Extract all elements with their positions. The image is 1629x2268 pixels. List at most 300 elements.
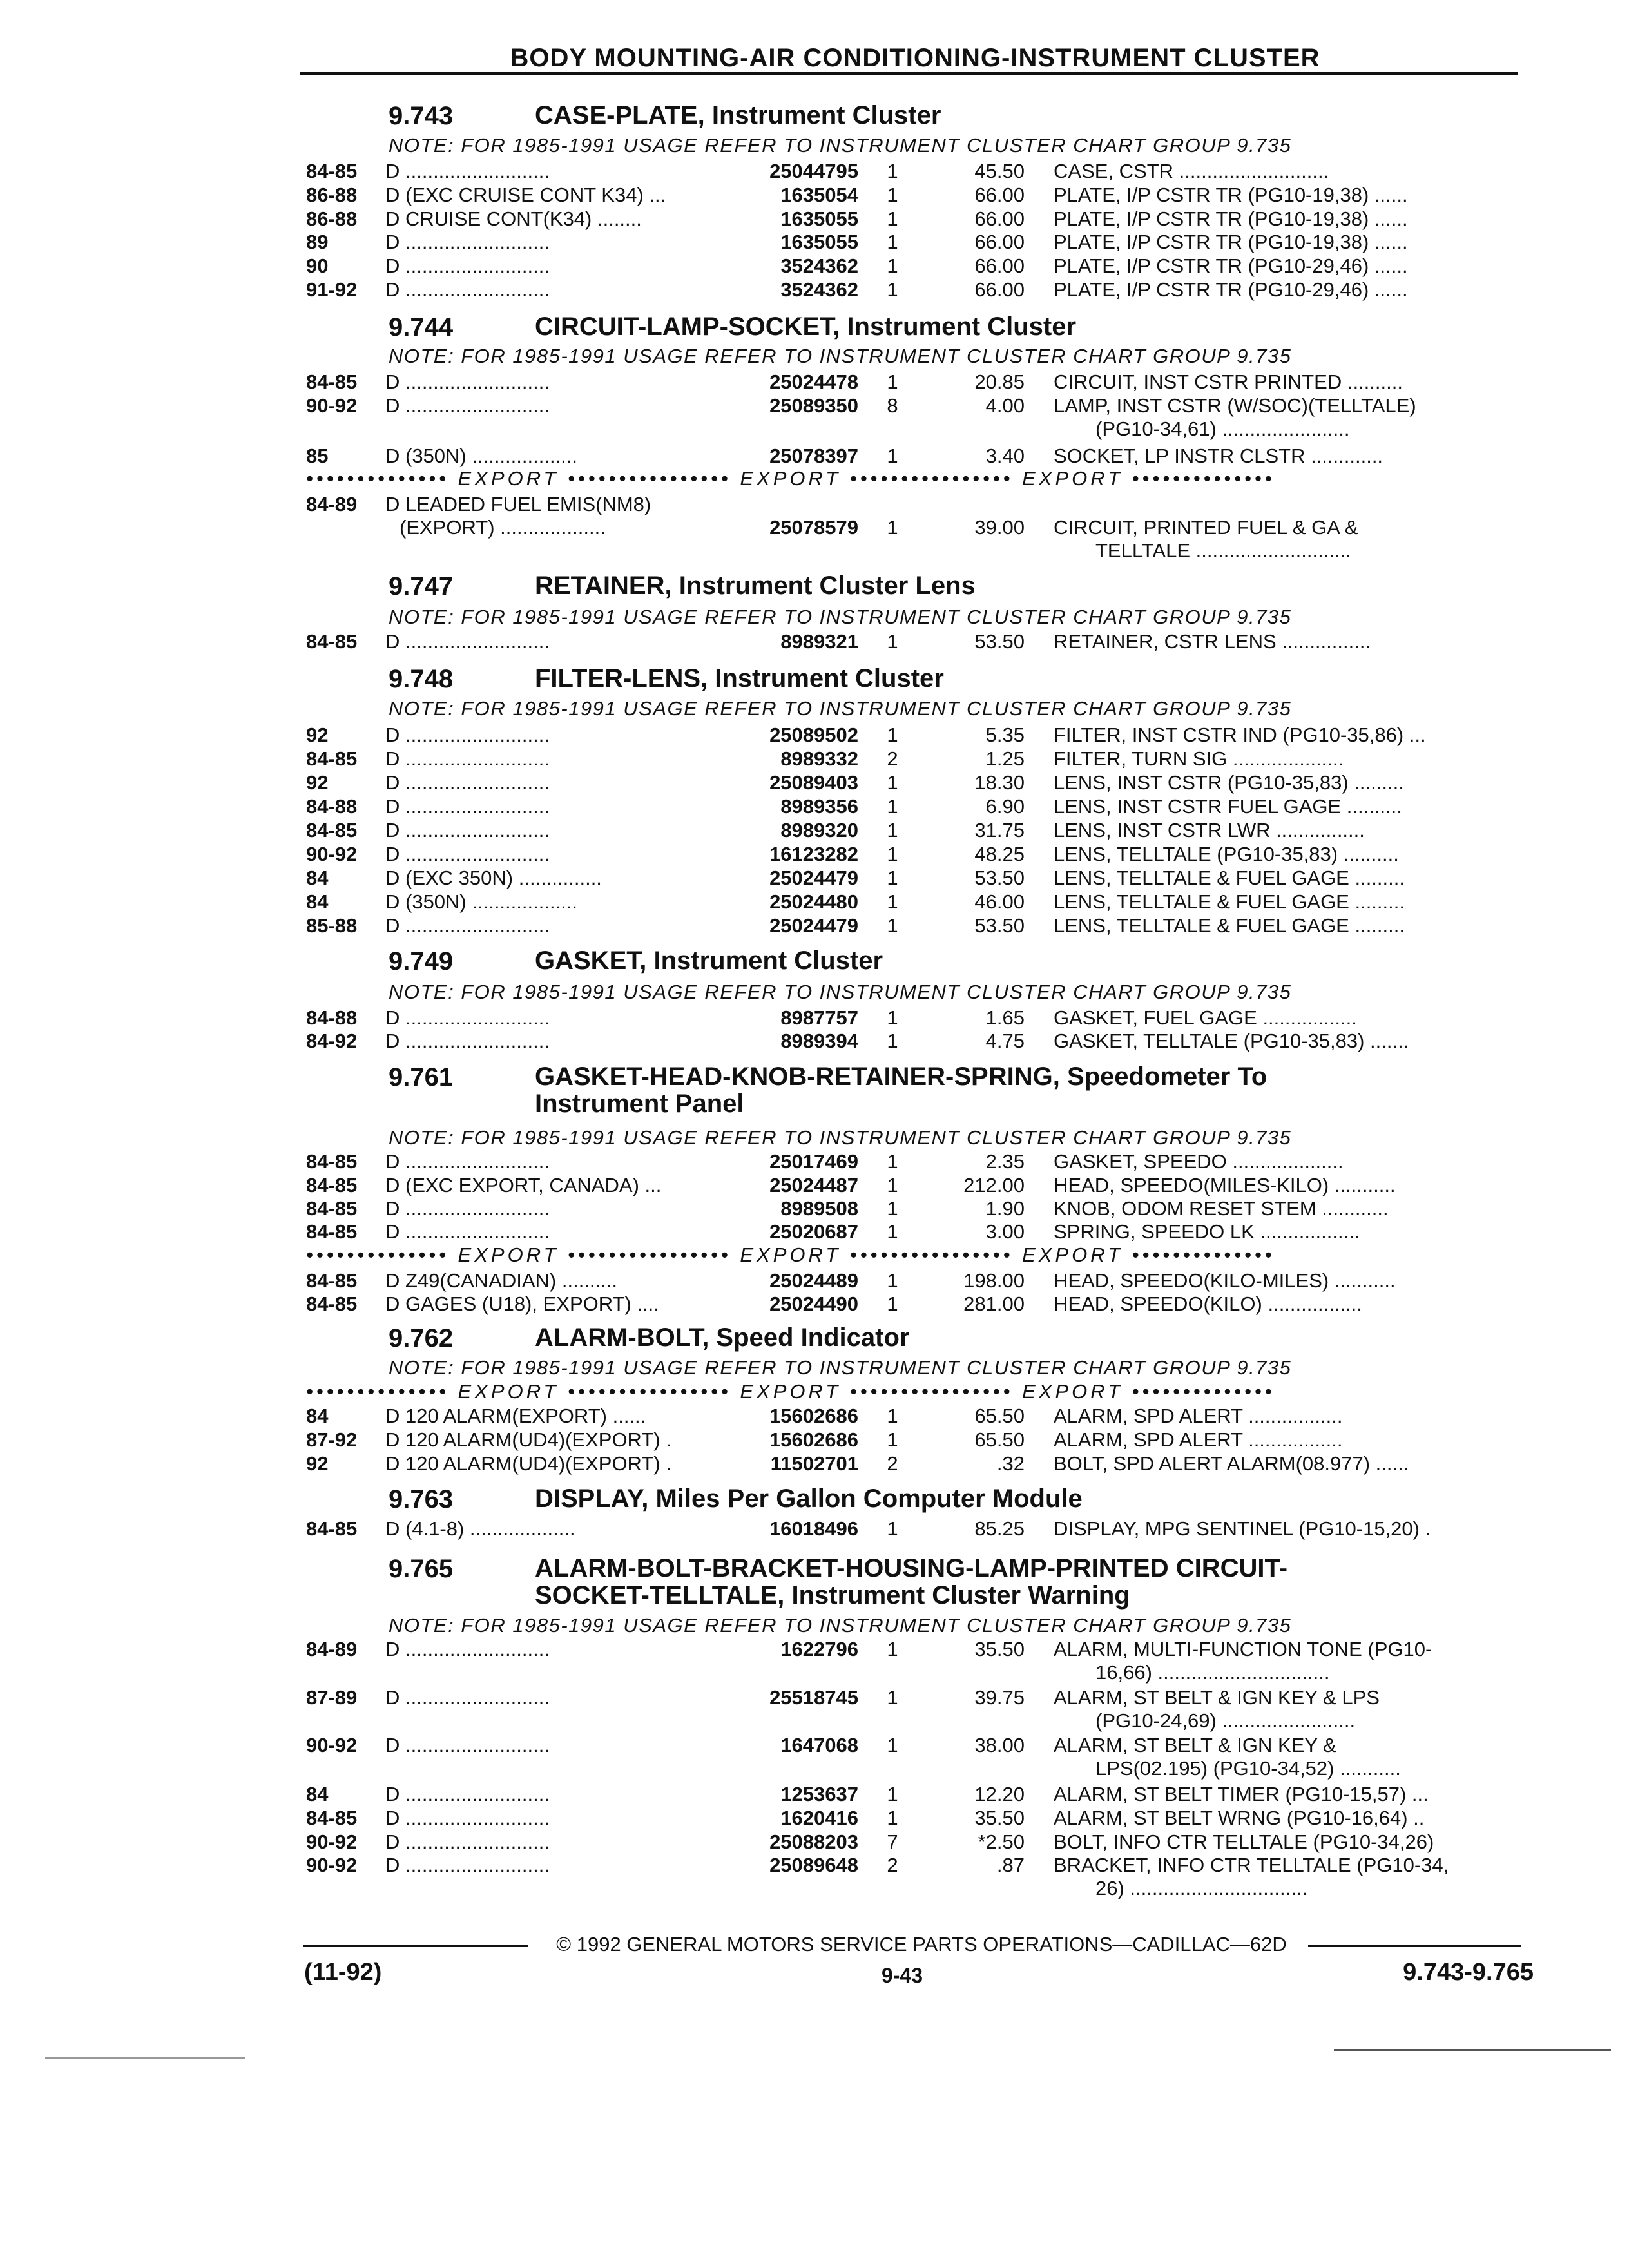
part-number: 8987757	[780, 1006, 858, 1029]
usage-note: NOTE: FOR 1985-1991 USAGE REFER TO INSTRUMENT CLUSTER CHART GROUP 9.735	[389, 134, 1292, 157]
part-number: 25518745	[769, 1686, 858, 1709]
parts-row	[0, 1220, 1629, 1244]
parts-row	[0, 207, 1629, 231]
price: 18.30	[974, 771, 1025, 794]
part-number: 25024490	[769, 1293, 858, 1315]
part-number: 1253637	[780, 1783, 858, 1805]
model-years: 87-92	[306, 1428, 358, 1451]
quantity: 1	[887, 1293, 898, 1315]
export-divider: •••••••••••••• EXPORT •••••••••••••••• EXPORT •••••••••••••••• EXPORT ••••••••••••••	[306, 467, 1275, 490]
usage-description: D ..........................	[385, 795, 550, 818]
part-name: BOLT, SPD ALERT ALARM(08.977) ......	[1054, 1452, 1409, 1475]
part-number: 8989320	[780, 819, 858, 841]
usage-description: D ..........................	[385, 160, 550, 182]
quantity: 1	[887, 1006, 898, 1029]
part-number: 1620416	[780, 1807, 858, 1829]
model-years: 90-92	[306, 394, 358, 417]
part-number: 15602686	[769, 1405, 858, 1427]
part-name: PLATE, I/P CSTR TR (PG10-19,38) ......	[1054, 231, 1408, 253]
part-number: 25088203	[769, 1831, 858, 1853]
price: 31.75	[974, 819, 1025, 841]
model-years: 92	[306, 1452, 329, 1475]
usage-description: D ..........................	[385, 724, 550, 746]
parts-row	[0, 1638, 1629, 1661]
part-name: CIRCUIT, PRINTED FUEL & GA &	[1054, 516, 1358, 539]
scan-artifact-line	[45, 2057, 245, 2059]
price: 65.50	[974, 1428, 1025, 1451]
part-name: LENS, INST CSTR FUEL GAGE ..........	[1054, 795, 1402, 818]
price: .87	[996, 1854, 1025, 1876]
part-number: 1635055	[780, 231, 858, 253]
part-name: GASKET, FUEL GAGE .................	[1054, 1006, 1357, 1029]
model-years: 84	[306, 890, 329, 913]
group-number: 9.765	[389, 1555, 454, 1583]
model-years: 84-85	[306, 1150, 358, 1173]
page-header-title: BODY MOUNTING-AIR CONDITIONING-INSTRUMENT CLUSTER	[510, 44, 1320, 72]
parts-row	[0, 819, 1629, 842]
part-number: 15602686	[769, 1428, 858, 1451]
usage-description: D ..........................	[385, 1030, 550, 1052]
price: 66.00	[974, 278, 1025, 301]
footer-rule-left	[303, 1945, 528, 1947]
part-name-continued: 16,66) ...............................	[1095, 1661, 1330, 1684]
model-years: 90-92	[306, 843, 358, 865]
part-name: ALARM, MULTI-FUNCTION TONE (PG10-	[1054, 1638, 1432, 1660]
part-name: SOCKET, LP INSTR CLSTR .............	[1054, 445, 1383, 467]
parts-row	[0, 184, 1629, 207]
usage-description: D 120 ALARM(EXPORT) ......	[385, 1405, 646, 1427]
model-years: 84-85	[306, 370, 358, 393]
part-number: 8989508	[780, 1197, 858, 1220]
quantity: 8	[887, 394, 898, 417]
price: 4.00	[985, 394, 1025, 417]
model-years: 85	[306, 445, 329, 467]
parts-row-continuation	[0, 418, 1629, 441]
parts-row	[0, 1174, 1629, 1197]
part-name: PLATE, I/P CSTR TR (PG10-29,46) ......	[1054, 278, 1408, 301]
part-name: ALARM, ST BELT & IGN KEY & LPS	[1054, 1686, 1380, 1709]
quantity: 1	[887, 255, 898, 277]
part-number: 1622796	[780, 1638, 858, 1660]
part-name: BOLT, INFO CTR TELLTALE (PG10-34,26)	[1054, 1831, 1434, 1853]
part-number: 1635054	[780, 184, 858, 206]
part-number: 3524362	[780, 255, 858, 277]
quantity: 1	[887, 516, 898, 539]
quantity: 1	[887, 1638, 898, 1660]
quantity: 1	[887, 630, 898, 653]
parts-row	[0, 1807, 1629, 1830]
group-title: ALARM-BOLT, Speed Indicator	[535, 1323, 910, 1352]
price: 48.25	[974, 843, 1025, 865]
group-number: 9.762	[389, 1324, 454, 1352]
price: 66.00	[974, 231, 1025, 253]
part-name: LENS, INST CSTR (PG10-35,83) .........	[1054, 771, 1404, 794]
group-number: 9.748	[389, 665, 454, 693]
group-number: 9.743	[389, 102, 454, 130]
usage-note: NOTE: FOR 1985-1991 USAGE REFER TO INSTRUMENT CLUSTER CHART GROUP 9.735	[389, 981, 1292, 1003]
parts-row	[0, 1783, 1629, 1806]
usage-description: D ..........................	[385, 771, 550, 794]
price: 1.25	[985, 747, 1025, 770]
model-years: 92	[306, 771, 329, 794]
model-years: 84-85	[306, 1269, 358, 1292]
footer-rule-right	[1308, 1945, 1521, 1947]
parts-row-continuation	[0, 1661, 1629, 1684]
quantity: 1	[887, 1783, 898, 1805]
model-years: 84	[306, 1783, 329, 1805]
model-years: 84-92	[306, 1030, 358, 1052]
part-number: 8989394	[780, 1030, 858, 1052]
model-years: 84-85	[306, 1197, 358, 1220]
price: 39.75	[974, 1686, 1025, 1709]
part-number: 16123282	[769, 843, 858, 865]
model-years: 84-88	[306, 795, 358, 818]
usage-description: D ..........................	[385, 1734, 550, 1756]
part-number: 25089648	[769, 1854, 858, 1876]
parts-row-continuation	[0, 1757, 1629, 1780]
price: 53.50	[974, 630, 1025, 653]
footer-group-range: 9.743-9.765	[1403, 1959, 1534, 1986]
price: 66.00	[974, 255, 1025, 277]
group-number: 9.749	[389, 947, 454, 975]
usage-description: D ..........................	[385, 394, 550, 417]
part-name: PLATE, I/P CSTR TR (PG10-29,46) ......	[1054, 255, 1408, 277]
usage-note: NOTE: FOR 1985-1991 USAGE REFER TO INSTRUMENT CLUSTER CHART GROUP 9.735	[389, 1356, 1292, 1379]
usage-description: D (EXC CRUISE CONT K34) ...	[385, 184, 666, 206]
parts-row	[0, 630, 1629, 653]
quantity: 1	[887, 1174, 898, 1196]
part-name: GASKET, TELLTALE (PG10-35,83) .......	[1054, 1030, 1409, 1052]
usage-description: D ..........................	[385, 630, 550, 653]
parts-row-continuation	[0, 1877, 1629, 1900]
model-years: 89	[306, 231, 329, 253]
quantity: 1	[887, 1269, 898, 1292]
quantity: 1	[887, 1197, 898, 1220]
usage-description: D ..........................	[385, 1220, 550, 1243]
footer-copyright: © 1992 GENERAL MOTORS SERVICE PARTS OPERATIONS—CADILLAC—62D	[556, 1933, 1287, 1956]
price: 281.00	[963, 1293, 1025, 1315]
parts-row	[0, 795, 1629, 818]
quantity: 1	[887, 1220, 898, 1243]
quantity: 1	[887, 843, 898, 865]
model-years: 90-92	[306, 1831, 358, 1853]
part-name: DISPLAY, MPG SENTINEL (PG10-15,20) .	[1054, 1517, 1431, 1540]
part-number: 25078579	[769, 516, 858, 539]
price: 3.40	[985, 445, 1025, 467]
quantity: 1	[887, 278, 898, 301]
parts-row	[0, 1517, 1629, 1541]
usage-description: D ..........................	[385, 1831, 550, 1853]
usage-description: D ..........................	[385, 747, 550, 770]
usage-description: D ..........................	[385, 819, 550, 841]
parts-row	[0, 1269, 1629, 1293]
price: 1.65	[985, 1006, 1025, 1029]
scan-artifact-line	[1334, 2049, 1611, 2051]
usage-note: NOTE: FOR 1985-1991 USAGE REFER TO INSTRUMENT CLUSTER CHART GROUP 9.735	[389, 1614, 1292, 1637]
export-divider: •••••••••••••• EXPORT •••••••••••••••• EXPORT •••••••••••••••• EXPORT ••••••••••••••	[306, 1244, 1275, 1266]
quantity: 1	[887, 867, 898, 889]
quantity: 1	[887, 184, 898, 206]
parts-row-continuation	[0, 1709, 1629, 1733]
part-name: GASKET, SPEEDO ....................	[1054, 1150, 1344, 1173]
quantity: 1	[887, 1807, 898, 1829]
part-name: LENS, TELLTALE & FUEL GAGE .........	[1054, 867, 1405, 889]
price: 3.00	[985, 1220, 1025, 1243]
price: 5.35	[985, 724, 1025, 746]
model-years: 90-92	[306, 1854, 358, 1876]
part-name: CASE, CSTR ...........................	[1054, 160, 1329, 182]
parts-row-continuation	[0, 516, 1629, 539]
part-number: 25024478	[769, 370, 858, 393]
model-years: 84-85	[306, 819, 358, 841]
quantity: 1	[887, 370, 898, 393]
part-number: 1635055	[780, 207, 858, 230]
quantity: 1	[887, 445, 898, 467]
quantity: 1	[887, 795, 898, 818]
price: 66.00	[974, 184, 1025, 206]
model-years: 86-88	[306, 184, 358, 206]
quantity: 2	[887, 1452, 898, 1475]
usage-description: D 120 ALARM(UD4)(EXPORT) .	[385, 1428, 671, 1451]
quantity: 1	[887, 160, 898, 182]
quantity: 1	[887, 771, 898, 794]
price: 35.50	[974, 1807, 1025, 1829]
group-number: 9.761	[389, 1063, 454, 1091]
parts-row	[0, 1686, 1629, 1709]
usage-description: D ..........................	[385, 278, 550, 301]
quantity: 1	[887, 1686, 898, 1709]
part-name-continued: (PG10-24,69) ........................	[1095, 1709, 1356, 1732]
model-years: 84-89	[306, 493, 358, 515]
quantity: 1	[887, 207, 898, 230]
usage-description: D (EXC EXPORT, CANADA) ...	[385, 1174, 662, 1196]
part-name-continued: (PG10-34,61) .......................	[1095, 418, 1350, 440]
quantity: 1	[887, 819, 898, 841]
group-title: RETAINER, Instrument Cluster Lens	[535, 572, 976, 600]
usage-description: D ..........................	[385, 1638, 550, 1660]
price: 53.50	[974, 867, 1025, 889]
usage-description: D (4.1-8) ...................	[385, 1517, 575, 1540]
parts-row	[0, 1428, 1629, 1452]
price: 39.00	[974, 516, 1025, 539]
usage-note: NOTE: FOR 1985-1991 USAGE REFER TO INSTRUMENT CLUSTER CHART GROUP 9.735	[389, 697, 1292, 720]
parts-row	[0, 771, 1629, 794]
quantity: 1	[887, 914, 898, 937]
model-years: 87-89	[306, 1686, 358, 1709]
parts-row	[0, 890, 1629, 914]
group-number: 9.744	[389, 313, 454, 341]
price: 4.75	[985, 1030, 1025, 1052]
part-name: HEAD, SPEEDO(MILES-KILO) ...........	[1054, 1174, 1396, 1196]
price: 20.85	[974, 370, 1025, 393]
quantity: 2	[887, 747, 898, 770]
model-years: 84-85	[306, 1220, 358, 1243]
model-years: 84-85	[306, 1807, 358, 1829]
part-name: FILTER, TURN SIG ....................	[1054, 747, 1344, 770]
price: .32	[996, 1452, 1025, 1475]
usage-note: NOTE: FOR 1985-1991 USAGE REFER TO INSTRUMENT CLUSTER CHART GROUP 9.735	[389, 606, 1292, 628]
group-number: 9.747	[389, 572, 454, 601]
parts-row	[0, 1854, 1629, 1877]
parts-row	[0, 493, 1629, 516]
quantity: 1	[887, 1405, 898, 1427]
parts-row	[0, 1293, 1629, 1316]
part-name: SPRING, SPEEDO LK ..................	[1054, 1220, 1360, 1243]
quantity: 2	[887, 1854, 898, 1876]
parts-row	[0, 231, 1629, 254]
group-title: GASKET, Instrument Cluster	[535, 947, 883, 975]
usage-description: D ..........................	[385, 1686, 550, 1709]
part-name: ALARM, SPD ALERT .................	[1054, 1428, 1343, 1451]
part-number: 1647068	[780, 1734, 858, 1756]
parts-row	[0, 843, 1629, 866]
usage-note: NOTE: FOR 1985-1991 USAGE REFER TO INSTRUMENT CLUSTER CHART GROUP 9.735	[389, 345, 1292, 367]
part-number: 8989321	[780, 630, 858, 653]
part-name: LENS, TELLTALE (PG10-35,83) ..........	[1054, 843, 1399, 865]
model-years: 84-85	[306, 630, 358, 653]
part-name-continued: LPS(02.195) (PG10-34,52) ...........	[1095, 1757, 1401, 1780]
part-name: LENS, TELLTALE & FUEL GAGE .........	[1054, 914, 1405, 937]
group-title: ALARM-BOLT-BRACKET-HOUSING-LAMP-PRINTED CIRCUIT- SOCKET-TELLTALE, Instrument Cluster Warning	[535, 1554, 1288, 1610]
part-number: 25089350	[769, 394, 858, 417]
part-name: PLATE, I/P CSTR TR (PG10-19,38) ......	[1054, 207, 1408, 230]
part-name: LAMP, INST CSTR (W/SOC)(TELLTALE)	[1054, 394, 1416, 417]
quantity: 1	[887, 724, 898, 746]
part-name: ALARM, ST BELT & IGN KEY &	[1054, 1734, 1336, 1756]
parts-row	[0, 370, 1629, 394]
usage-description: D ..........................	[385, 231, 550, 253]
part-name: LENS, INST CSTR LWR ................	[1054, 819, 1365, 841]
quantity: 1	[887, 1734, 898, 1756]
price: 46.00	[974, 890, 1025, 913]
footer-revision-date: (11-92)	[304, 1959, 382, 1986]
quantity: 1	[887, 1030, 898, 1052]
quantity: 1	[887, 1428, 898, 1451]
part-number: 25024489	[769, 1269, 858, 1292]
usage-description: D ..........................	[385, 1807, 550, 1829]
part-number: 25024487	[769, 1174, 858, 1196]
usage-description: D ..........................	[385, 370, 550, 393]
parts-row	[0, 747, 1629, 771]
model-years: 84-85	[306, 1293, 358, 1315]
price: 2.35	[985, 1150, 1025, 1173]
part-name: ALARM, ST BELT WRNG (PG10-16,64) ..	[1054, 1807, 1425, 1829]
usage-description: D GAGES (U18), EXPORT) ....	[385, 1293, 659, 1315]
part-number: 25020687	[769, 1220, 858, 1243]
usage-description: D (EXC 350N) ...............	[385, 867, 602, 889]
quantity: 1	[887, 1150, 898, 1173]
part-number: 25024480	[769, 890, 858, 913]
model-years: 84-85	[306, 1517, 358, 1540]
quantity: 1	[887, 231, 898, 253]
part-name-continued: TELLTALE ............................	[1095, 539, 1351, 562]
part-name: ALARM, ST BELT TIMER (PG10-15,57) ...	[1054, 1783, 1429, 1805]
group-number: 9.763	[389, 1485, 454, 1514]
model-years: 91-92	[306, 278, 358, 301]
model-years: 90-92	[306, 1734, 358, 1756]
group-title: CASE-PLATE, Instrument Cluster	[535, 101, 941, 130]
part-name: ALARM, SPD ALERT .................	[1054, 1405, 1343, 1427]
group-title: DISPLAY, Miles Per Gallon Computer Module	[535, 1485, 1083, 1513]
part-name: HEAD, SPEEDO(KILO) .................	[1054, 1293, 1362, 1315]
part-name-continued: 26) ................................	[1095, 1877, 1308, 1899]
part-number: 8989332	[780, 747, 858, 770]
price: 45.50	[974, 160, 1025, 182]
export-divider: •••••••••••••• EXPORT •••••••••••••••• EXPORT •••••••••••••••• EXPORT ••••••••••••••	[306, 1380, 1275, 1403]
quantity: 7	[887, 1831, 898, 1853]
usage-description: D 120 ALARM(UD4)(EXPORT) .	[385, 1452, 671, 1475]
price: 212.00	[963, 1174, 1025, 1196]
model-years: 84-85	[306, 160, 358, 182]
usage-description-continued: (EXPORT) ...................	[400, 516, 606, 539]
model-years: 85-88	[306, 914, 358, 937]
part-number: 16018496	[769, 1517, 858, 1540]
model-years: 84	[306, 867, 329, 889]
quantity: 1	[887, 890, 898, 913]
part-number: 8989356	[780, 795, 858, 818]
part-number: 11502701	[770, 1452, 858, 1475]
usage-description: D ..........................	[385, 914, 550, 937]
model-years: 84-85	[306, 1174, 358, 1196]
price: 38.00	[974, 1734, 1025, 1756]
part-name: PLATE, I/P CSTR TR (PG10-19,38) ......	[1054, 184, 1408, 206]
usage-description: D ..........................	[385, 1854, 550, 1876]
part-name: LENS, TELLTALE & FUEL GAGE .........	[1054, 890, 1405, 913]
part-number: 25024479	[769, 867, 858, 889]
group-title: CIRCUIT-LAMP-SOCKET, Instrument Cluster	[535, 312, 1077, 341]
price: 35.50	[974, 1638, 1025, 1660]
model-years: 84-88	[306, 1006, 358, 1029]
parts-row	[0, 1831, 1629, 1854]
part-name: CIRCUIT, INST CSTR PRINTED ..........	[1054, 370, 1403, 393]
quantity: 1	[887, 1517, 898, 1540]
usage-description: D ..........................	[385, 255, 550, 277]
part-name: HEAD, SPEEDO(KILO-MILES) ...........	[1054, 1269, 1396, 1292]
parts-row	[0, 1030, 1629, 1053]
usage-description: D ..........................	[385, 1006, 550, 1029]
part-name: FILTER, INST CSTR IND (PG10-35,86) ...	[1054, 724, 1426, 746]
parts-row	[0, 1734, 1629, 1757]
usage-note: NOTE: FOR 1985-1991 USAGE REFER TO INSTRUMENT CLUSTER CHART GROUP 9.735	[389, 1126, 1292, 1149]
parts-row	[0, 278, 1629, 302]
model-years: 86-88	[306, 207, 358, 230]
part-number: 25089403	[769, 771, 858, 794]
parts-row-continuation	[0, 539, 1629, 562]
parts-row	[0, 1197, 1629, 1220]
footer-page-number: 9-43	[881, 1964, 923, 1987]
parts-row	[0, 160, 1629, 183]
usage-description: D LEADED FUEL EMIS(NM8)	[385, 493, 651, 515]
price: 85.25	[974, 1517, 1025, 1540]
price: 65.50	[974, 1405, 1025, 1427]
part-name: BRACKET, INFO CTR TELLTALE (PG10-34,	[1054, 1854, 1449, 1876]
part-number: 25017469	[769, 1150, 858, 1173]
parts-row	[0, 1150, 1629, 1173]
price: 6.90	[985, 795, 1025, 818]
usage-description: D Z49(CANADIAN) ..........	[385, 1269, 617, 1292]
price: 12.20	[974, 1783, 1025, 1805]
price: *2.50	[978, 1831, 1025, 1853]
usage-description: D (350N) ...................	[385, 890, 578, 913]
model-years: 84-89	[306, 1638, 358, 1660]
usage-description: D ..........................	[385, 1197, 550, 1220]
parts-row	[0, 1452, 1629, 1475]
model-years: 84-85	[306, 747, 358, 770]
parts-row	[0, 1006, 1629, 1030]
price: 1.90	[985, 1197, 1025, 1220]
usage-description: D CRUISE CONT(K34) ........	[385, 207, 642, 230]
part-name: RETAINER, CSTR LENS ................	[1054, 630, 1371, 653]
